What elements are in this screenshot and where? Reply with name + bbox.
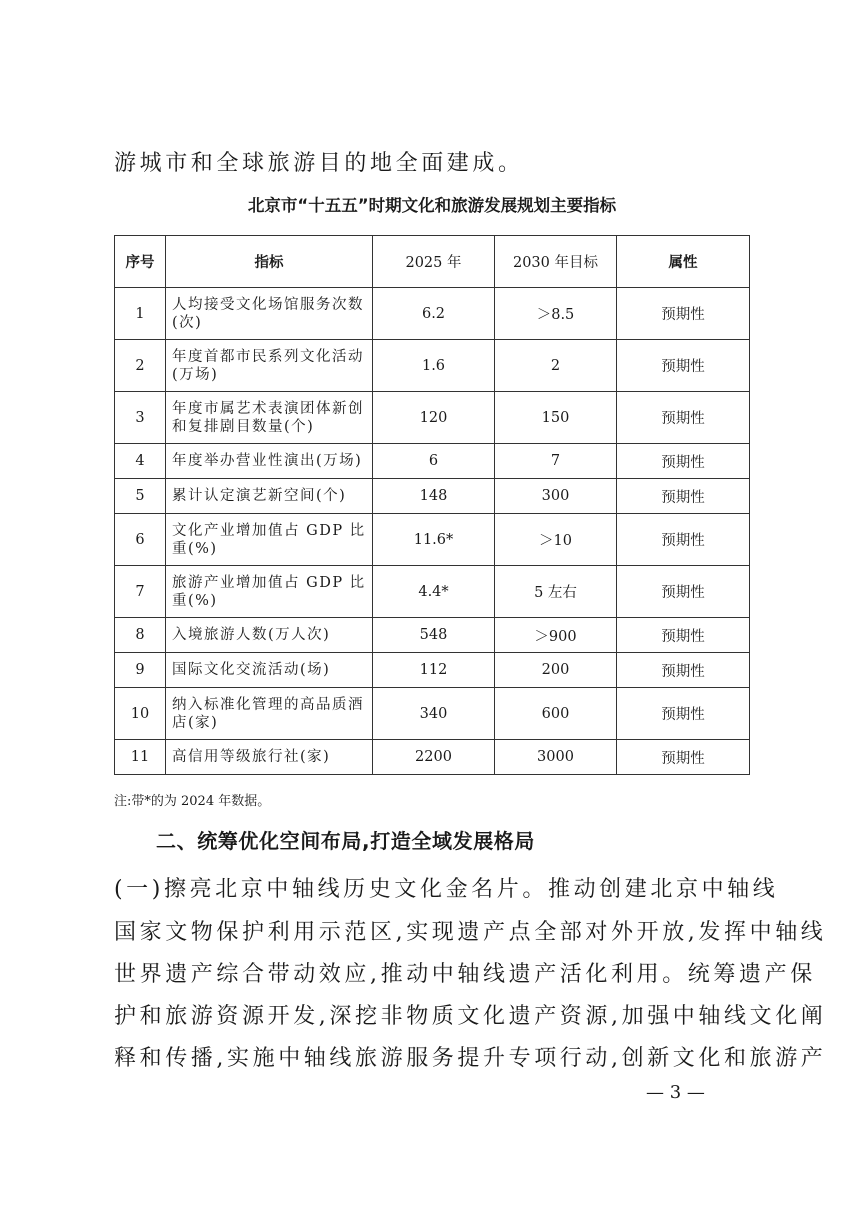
row-2025: 340 — [373, 688, 495, 740]
table-header-row — [115, 236, 750, 288]
row-no: 9 — [115, 653, 166, 688]
header-no: 序号 — [115, 236, 166, 288]
header-2030-target: 2030 年目标 — [495, 236, 617, 288]
row-no: 7 — [115, 566, 166, 618]
table-title: 北京市“十五五”时期文化和旅游发展规划主要指标 — [247, 196, 617, 215]
paragraph-line: (一)擦亮北京中轴线历史文化金名片。推动创建北京中轴线 — [114, 877, 779, 902]
row-attribute: 预期性 — [617, 288, 750, 340]
table-row — [115, 340, 750, 392]
row-2025: 148 — [373, 479, 495, 514]
row-no: 3 — [115, 392, 166, 444]
row-attribute: 预期性 — [617, 566, 750, 618]
row-no: 1 — [115, 288, 166, 340]
row-indicator: 纳入标准化管理的高品质酒店(家) — [166, 688, 373, 740]
table-row — [115, 653, 750, 688]
row-indicator: 年度举办营业性演出(万场) — [166, 444, 373, 479]
row-attribute: 预期性 — [617, 618, 750, 653]
row-2025: 11.6* — [373, 514, 495, 566]
header-indicator: 指标 — [166, 236, 373, 288]
row-attribute: 预期性 — [617, 444, 750, 479]
row-attribute: 预期性 — [617, 479, 750, 514]
table-footnote: 注:带*的为 2024 年数据。 — [114, 794, 271, 809]
row-2025: 1.6 — [373, 340, 495, 392]
row-no: 6 — [115, 514, 166, 566]
row-2025: 548 — [373, 618, 495, 653]
row-attribute: 预期性 — [617, 740, 750, 775]
section-heading: 二、统筹优化空间布局,打造全域发展格局 — [156, 829, 535, 853]
paragraph-line: 护和旅游资源开发,深挖非物质文化遗产资源,加强中轴线文化阐 — [114, 1004, 827, 1029]
row-2030: 7 — [495, 444, 617, 479]
row-no: 5 — [115, 479, 166, 514]
paragraph-line: 国家文物保护利用示范区,实现遗产点全部对外开放,发挥中轴线 — [114, 920, 827, 945]
row-2030: 600 — [495, 688, 617, 740]
paragraph-line: 释和传播,实施中轴线旅游服务提升专项行动,创新文化和旅游产 — [114, 1046, 827, 1071]
row-2025: 112 — [373, 653, 495, 688]
table-row — [115, 479, 750, 514]
row-2030: ＞8.5 — [495, 288, 617, 340]
page-number: — 3 — — [646, 1082, 705, 1103]
row-2030: 300 — [495, 479, 617, 514]
row-no: 8 — [115, 618, 166, 653]
header-2025: 2025 年 — [373, 236, 495, 288]
row-2030: ＞10 — [495, 514, 617, 566]
table-row — [115, 444, 750, 479]
row-indicator: 人均接受文化场馆服务次数(次) — [166, 288, 373, 340]
row-indicator: 年度首都市民系列文化活动(万场) — [166, 340, 373, 392]
row-indicator: 国际文化交流活动(场) — [166, 653, 373, 688]
table-row — [115, 618, 750, 653]
paragraph-line: 世界遗产综合带动效应,推动中轴线遗产活化利用。统筹遗产保 — [114, 962, 816, 987]
row-indicator: 入境旅游人数(万人次) — [166, 618, 373, 653]
row-attribute: 预期性 — [617, 653, 750, 688]
row-2025: 6.2 — [373, 288, 495, 340]
row-2030: ＞900 — [495, 618, 617, 653]
row-2030: 150 — [495, 392, 617, 444]
row-no: 4 — [115, 444, 166, 479]
table-row — [115, 392, 750, 444]
row-2030: 200 — [495, 653, 617, 688]
row-2030: 3000 — [495, 740, 617, 775]
row-2025: 2200 — [373, 740, 495, 775]
row-attribute: 预期性 — [617, 392, 750, 444]
row-attribute: 预期性 — [617, 340, 750, 392]
row-2025: 6 — [373, 444, 495, 479]
row-indicator: 旅游产业增加值占 GDP 比重(%) — [166, 566, 373, 618]
row-attribute: 预期性 — [617, 514, 750, 566]
row-indicator: 高信用等级旅行社(家) — [166, 740, 373, 775]
intro-line: 游城市和全球旅游目的地全面建成。 — [114, 151, 524, 176]
row-no: 2 — [115, 340, 166, 392]
row-2025: 120 — [373, 392, 495, 444]
table-row — [115, 688, 750, 740]
row-2030: 5 左右 — [495, 566, 617, 618]
header-attribute: 属性 — [617, 236, 750, 288]
indicator-table — [114, 235, 750, 775]
row-no: 11 — [115, 740, 166, 775]
row-2025: 4.4* — [373, 566, 495, 618]
table-row — [115, 740, 750, 775]
row-no: 10 — [115, 688, 166, 740]
row-2030: 2 — [495, 340, 617, 392]
table-row — [115, 566, 750, 618]
row-attribute: 预期性 — [617, 688, 750, 740]
row-indicator: 文化产业增加值占 GDP 比重(%) — [166, 514, 373, 566]
table-row — [115, 288, 750, 340]
table-row — [115, 514, 750, 566]
row-indicator: 年度市属艺术表演团体新创和复排剧目数量(个) — [166, 392, 373, 444]
row-indicator: 累计认定演艺新空间(个) — [166, 479, 373, 514]
